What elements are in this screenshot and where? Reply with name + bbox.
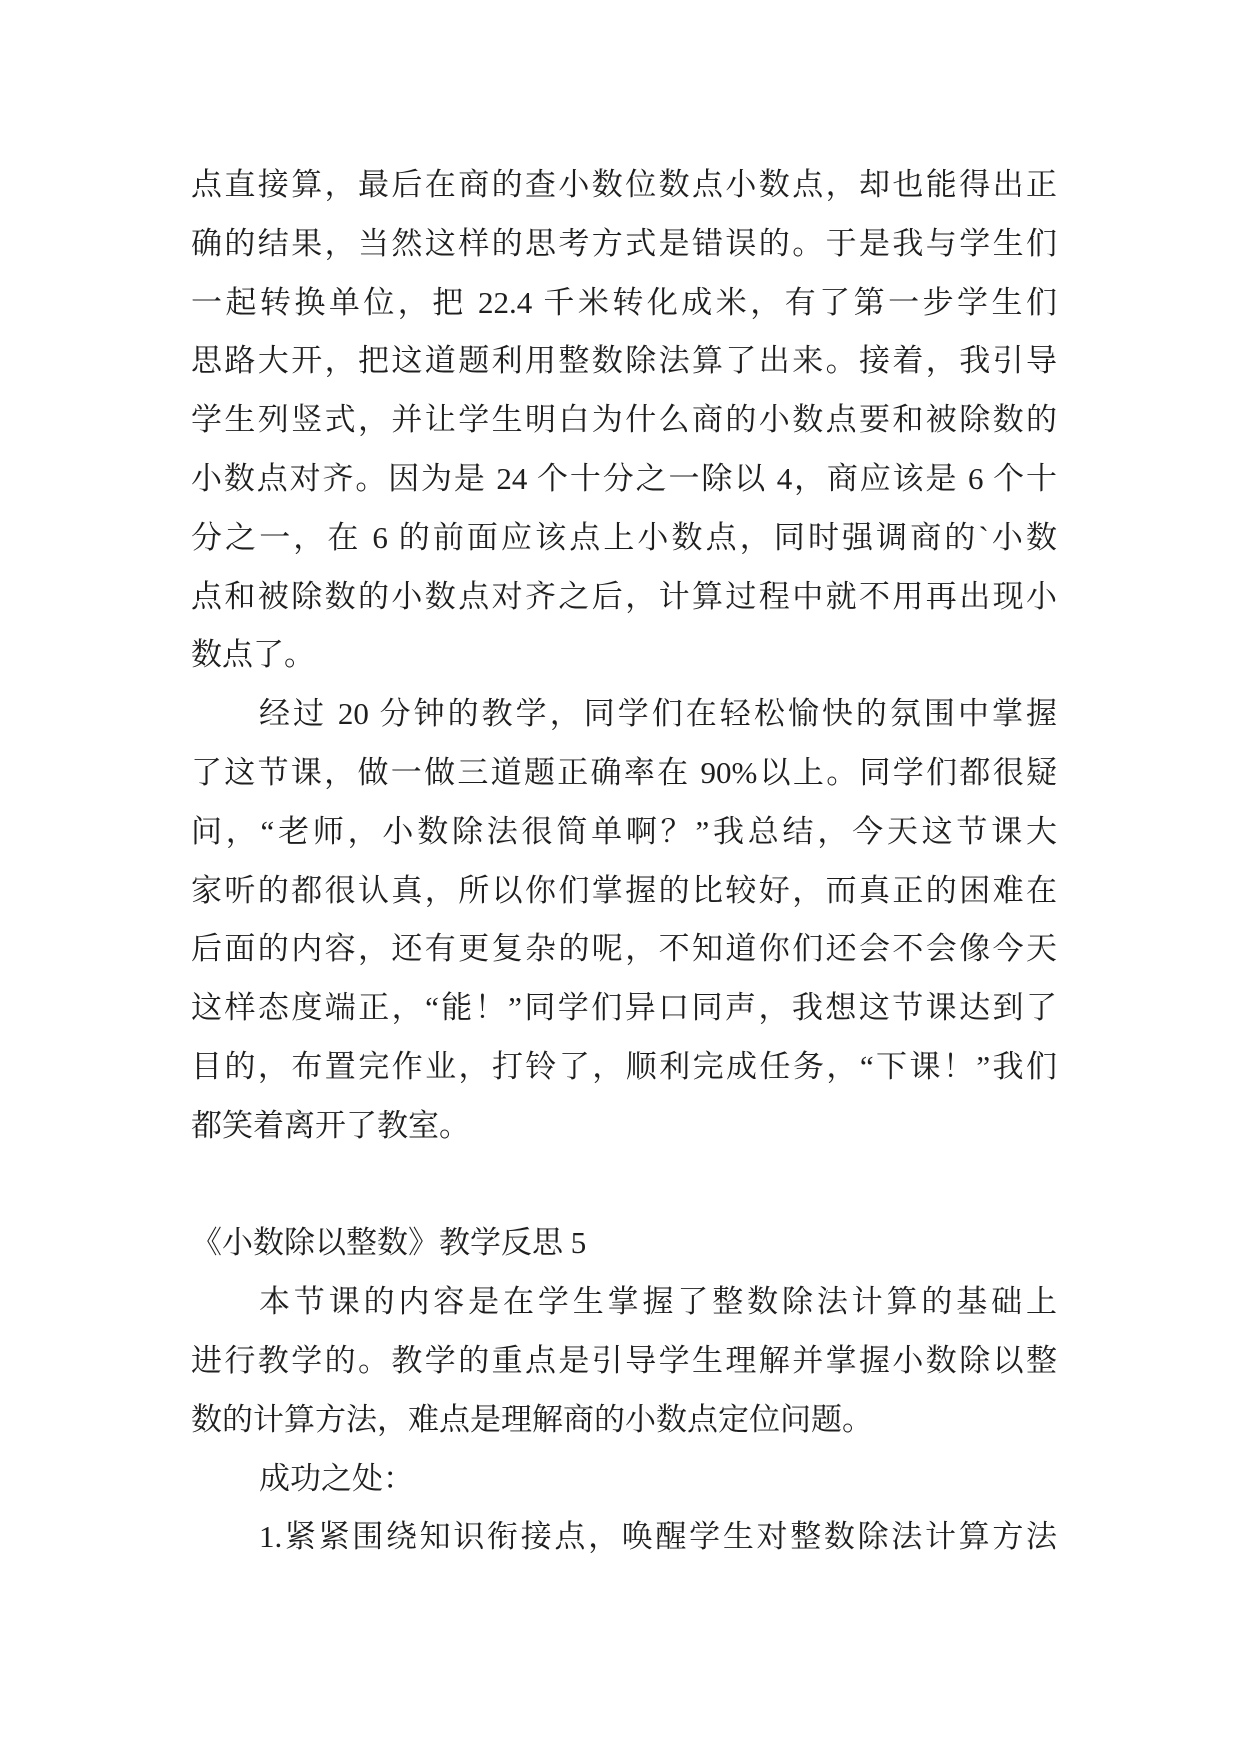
text-line: 1.紧紧围绕知识衔接点，唤醒学生对整数除法计算方法: [259, 1519, 1057, 1555]
text-line: 确的结果，当然这样的思考方式是错误的。于是我与学生们: [191, 225, 1057, 261]
text-line: 分之一，在 6 的前面应该点上小数点，同时强调商的`小数: [191, 519, 1057, 555]
paragraph-3: [191, 1273, 1057, 1449]
text-line: 本节课的内容是在学生掌握了整数除法计算的基础上: [259, 1284, 1057, 1320]
text-line: 家听的都很认真，所以你们掌握的比较好，而真正的困难在: [191, 872, 1057, 908]
text-line: 点和被除数的小数点对齐之后，计算过程中就不用再出现小: [191, 578, 1057, 614]
paragraph-2: [191, 685, 1057, 1155]
text-line: 都笑着离开了教室。: [191, 1107, 470, 1143]
text-line: 学生列竖式，并让学生明白为什么商的小数点要和被除数的: [191, 402, 1057, 438]
paragraph-1: [191, 156, 1057, 685]
document-body: [191, 156, 1057, 1567]
blank-line: [191, 1156, 1057, 1215]
text-line: 小数点对齐。因为是 24 个十分之一除以 4，商应该是 6 个十: [191, 460, 1057, 496]
text-line: 问，“老师，小数除法很简单啊？”我总结，今天这节课大: [191, 813, 1057, 849]
text-line: 这样态度端正，“能！”同学们异口同声，我想这节课达到了: [191, 990, 1057, 1026]
text-line: 进行教学的。教学的重点是引导学生理解并掌握小数除以整: [191, 1342, 1057, 1378]
paragraph-4: [191, 1450, 1057, 1509]
text-line: 成功之处：: [259, 1460, 414, 1496]
section-heading: 《小数除以整数》教学反思 5: [191, 1225, 587, 1261]
text-line: 了这节课，做一做三道题正确率在 90%以上。同学们都很疑: [191, 754, 1057, 790]
paragraph-5: [191, 1508, 1057, 1567]
text-line: 后面的内容，还有更复杂的呢，不知道你们还会不会像今天: [191, 931, 1057, 967]
text-line: 一起转换单位，把 22.4 千米转化成米，有了第一步学生们: [191, 284, 1057, 320]
text-line: 数点了。: [191, 637, 315, 673]
text-line: 数的计算方法，难点是理解商的小数点定位问题。: [191, 1401, 873, 1437]
text-line: 思路大开，把这道题利用整数除法算了出来。接着，我引导: [191, 343, 1057, 379]
text-line: 经过 20 分钟的教学，同学们在轻松愉快的氛围中掌握: [259, 696, 1057, 732]
text-line: 点直接算，最后在商的查小数位数点小数点，却也能得出正: [191, 167, 1057, 202]
text-line: 目的，布置完作业，打铃了，顺利完成任务，“下课！”我们: [191, 1048, 1057, 1084]
